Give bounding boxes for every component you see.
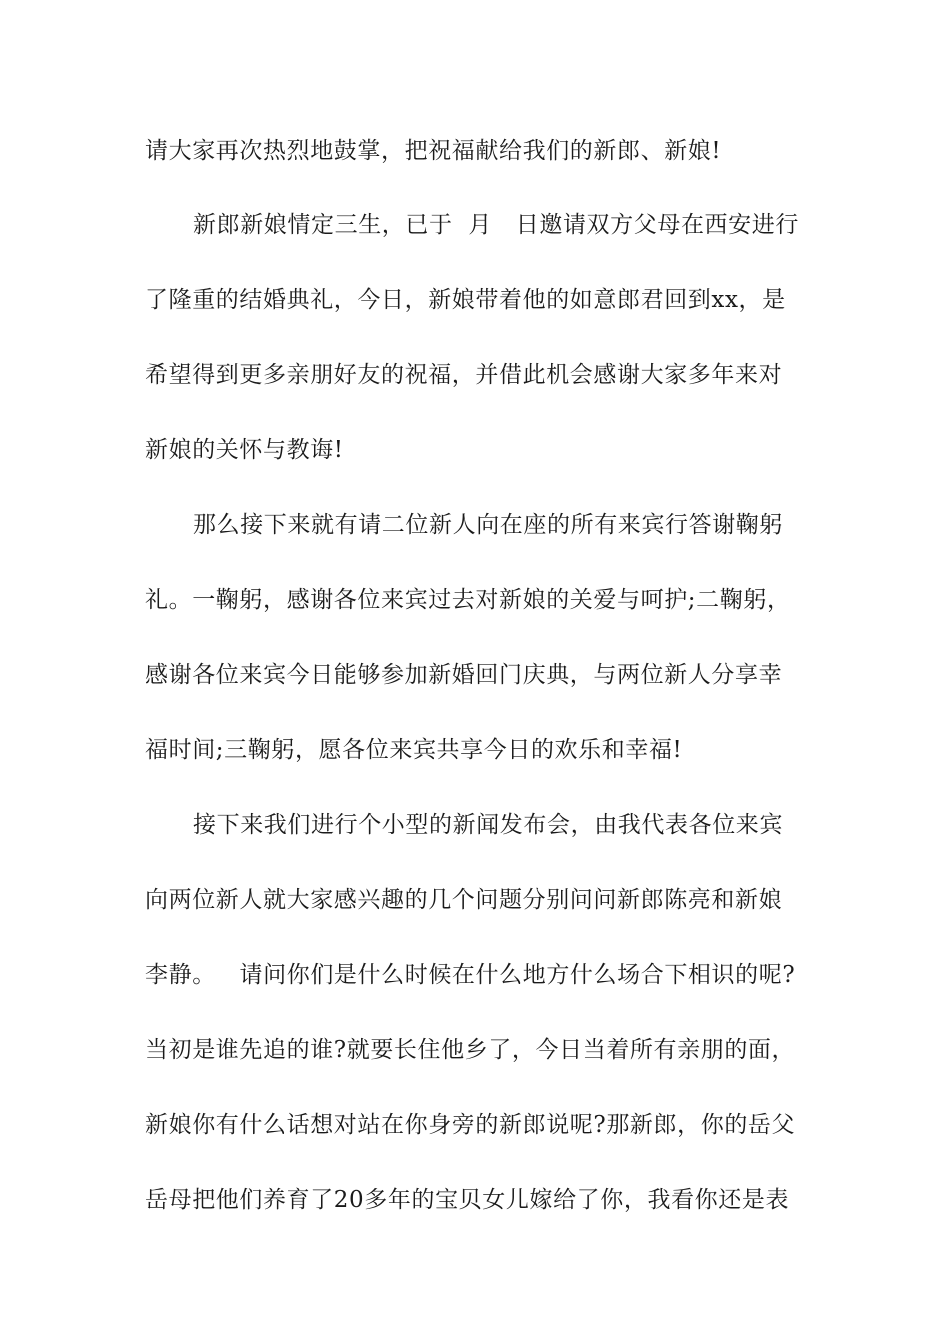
text-line-14: 新娘你有什么话想对站在你身旁的新郎说呢?那新郎，你的岳父 — [145, 1112, 796, 1138]
text-line-10: 接下来我们进行个小型的新闻发布会，由我代表各位来宾 — [193, 812, 783, 838]
text-line-15: 岳母把他们养育了20多年的宝贝女儿嫁给了你，我看你还是表 — [145, 1187, 790, 1213]
text-line-8: 感谢各位来宾今日能够参加新婚回门庆典，与两位新人分享幸 — [145, 662, 783, 688]
text-line-2: 新郎新娘情定三生，已于 月 日邀请双方父母在西安进行 — [193, 212, 799, 238]
text-line-1: 请大家再次热烈地鼓掌，把祝福献给我们的新郎、新娘! — [145, 138, 722, 164]
text-line-7: 礼。一鞠躬，感谢各位来宾过去对新娘的关爱与呵护;二鞠躬， — [145, 587, 791, 613]
text-line-5: 新娘的关怀与教诲! — [145, 437, 344, 463]
text-line-6: 那么接下来就有请二位新人向在座的所有来宾行答谢鞠躬 — [193, 512, 783, 538]
text-line-11: 向两位新人就大家感兴趣的几个问题分别问问新郎陈亮和新娘 — [145, 887, 783, 913]
text-line-13: 当初是谁先追的谁?就要长住他乡了，今日当着所有亲朋的面， — [145, 1037, 796, 1063]
text-line-12: 李静。 请问你们是什么时候在什么地方什么场合下相识的呢? — [145, 962, 796, 988]
text-line-3: 了隆重的结婚典礼，今日，新娘带着他的如意郎君回到xx，是 — [145, 287, 786, 313]
text-line-9: 福时间;三鞠躬，愿各位来宾共享今日的欢乐和幸福! — [145, 737, 683, 763]
text-line-4: 希望得到更多亲朋好友的祝福，并借此机会感谢大家多年来对 — [145, 362, 783, 388]
